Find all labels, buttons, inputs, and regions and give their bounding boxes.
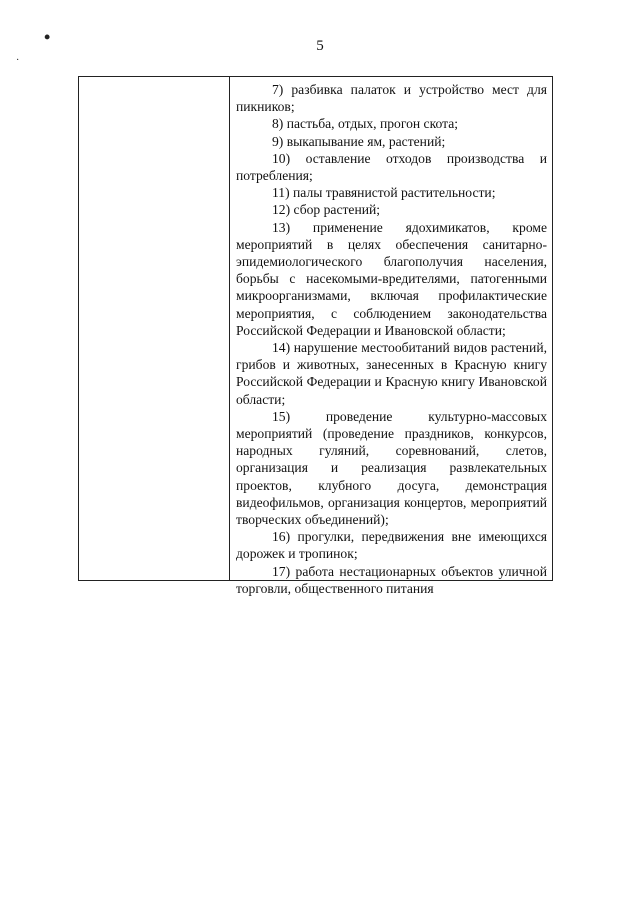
document-table xyxy=(78,76,553,596)
page-number: 5 xyxy=(316,38,324,54)
list-item: 12) сбор растений; xyxy=(272,202,381,218)
list-item: 10) оставление отходов производства и потребления; xyxy=(236,150,547,184)
list-item: 11) палы травянистой растительности; xyxy=(272,185,496,201)
table-right-cell xyxy=(230,77,552,596)
list-item: 8) пастьба, отдых, прогон скота; xyxy=(272,116,459,132)
list-item: 9) выкапывание ям, растений; xyxy=(272,133,446,149)
list-item: 17) работа нестационарных объектов уличной торговли, общественного питания xyxy=(236,563,547,596)
scan-mark-dot: • xyxy=(44,27,51,47)
table-left-cell xyxy=(79,77,230,580)
list-item: 14) нарушение местообитаний видов растений, грибов и животных, занесенных в Красную книгу Российской Федерации и Красную книгу Ивановской области; xyxy=(236,340,547,407)
list-item: 13) применение ядохимикатов, кроме мероприятий в целях обеспечения санитарно-эпидемиологического благополучия населения, борьбы с насекомыми-вредителями, патогенными микроорганизмами, включая профилактические мероприятия, с соблюдением законодательства Российской Федерации и Ивановской области; xyxy=(236,219,547,338)
list-item: 15) проведение культурно-массовых мероприятий (проведение праздников, конкурсов, народных гуляний, соревнований, слетов, организация и реализация развлекательных проектов, клубного досуга, демонстрация видеофильмов, организация концертов, мероприятий творческих объединений); xyxy=(236,408,547,528)
scan-mark-small-dot: · xyxy=(16,55,20,66)
list-item: 16) прогулки, передвижения вне имеющихся дорожек и тропинок; xyxy=(236,529,547,562)
list-item: 7) разбивка палаток и устройство мест для пикников; xyxy=(236,82,547,115)
